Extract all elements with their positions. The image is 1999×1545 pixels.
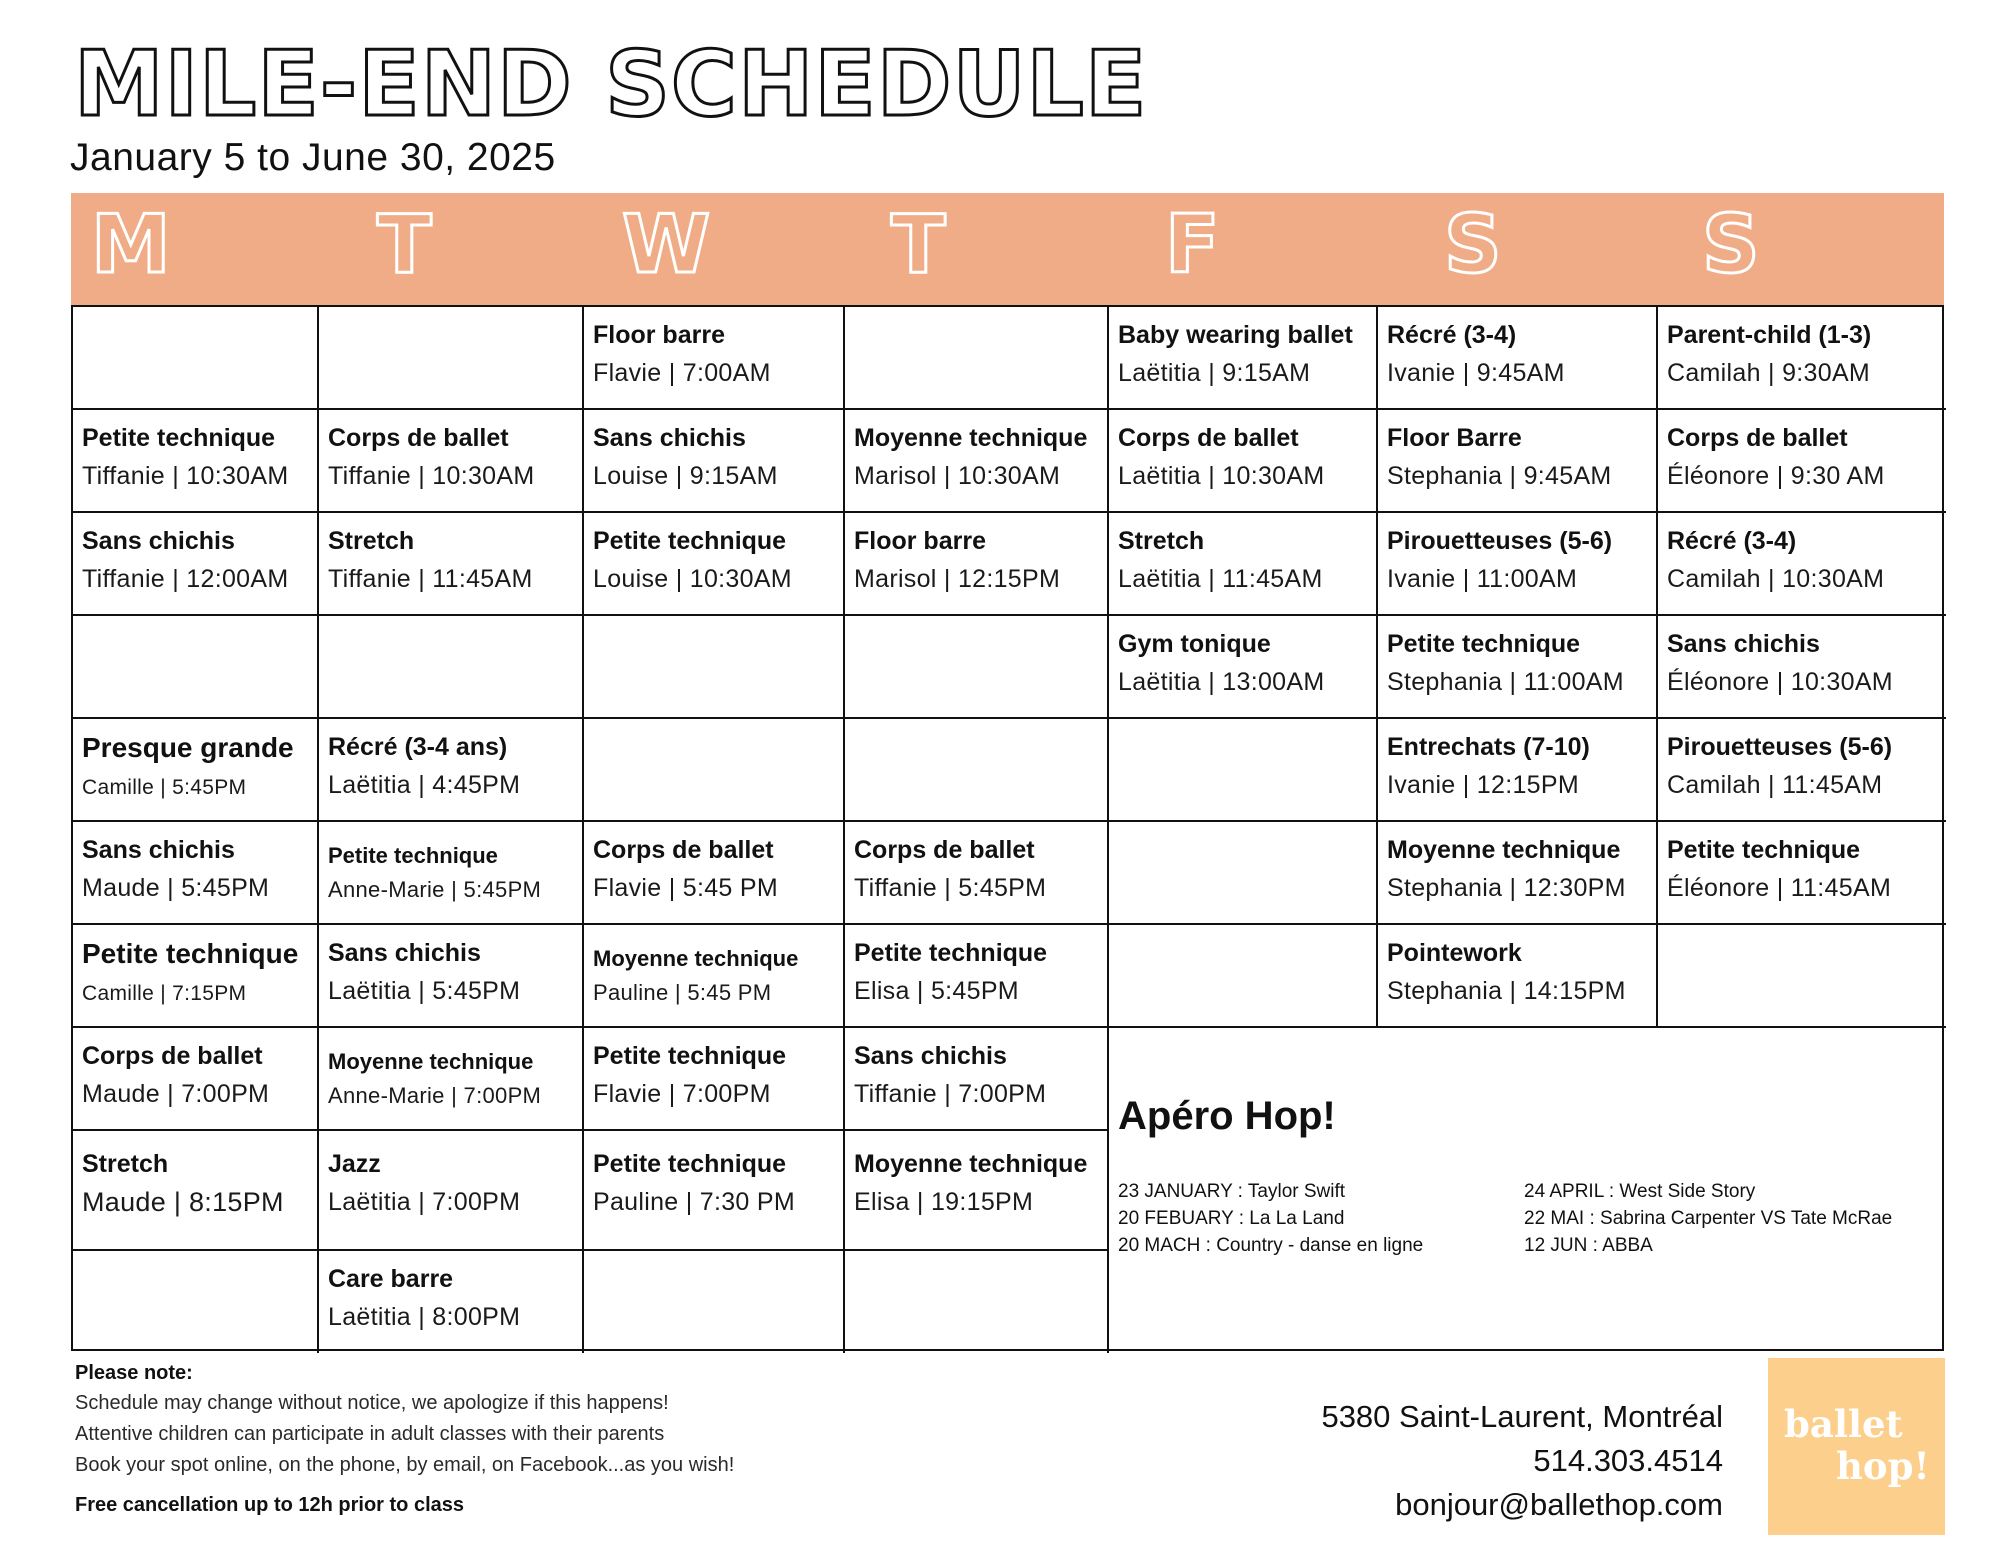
class-name: Petite technique <box>593 1042 787 1070</box>
schedule-cell-monday <box>73 410 319 513</box>
schedule-cell-tuesday <box>319 307 584 410</box>
apero-list-left <box>1118 1178 1423 1259</box>
class-instructor-time: Louise | 10:30AM <box>593 565 792 593</box>
day-saturday: S <box>1444 198 1502 291</box>
class-name: Presque grande <box>82 732 294 763</box>
class-instructor-time: Tiffanie | 10:30AM <box>82 462 289 490</box>
schedule-cell-friday <box>1109 410 1378 513</box>
schedule-cell-saturday <box>1378 513 1658 616</box>
class-name: Moyenne technique <box>593 946 799 971</box>
class-name: Moyenne technique <box>328 1049 534 1074</box>
schedule-cell-sunday <box>1658 822 1946 925</box>
day-monday: M <box>91 198 171 291</box>
class-instructor-time: Ivanie | 12:15PM <box>1387 771 1579 799</box>
class-instructor-time: Stephania | 11:00AM <box>1387 668 1624 696</box>
class-name: Corps de ballet <box>82 1042 263 1070</box>
schedule-cell-saturday <box>1378 307 1658 410</box>
class-name: Récré (3-4) <box>1667 527 1797 555</box>
class-instructor-time: Laëtitia | 4:45PM <box>328 771 521 799</box>
schedule-cell-tuesday <box>319 1131 584 1251</box>
page-title: MILE-END SCHEDULE <box>74 32 1148 137</box>
schedule-cell-wednesday <box>584 1251 845 1353</box>
logo-line-1: ballet <box>1784 1402 1903 1446</box>
class-instructor-time: Camilah | 11:45AM <box>1667 771 1883 799</box>
schedule-cell-wednesday <box>584 719 845 822</box>
class-instructor-time: Laëtitia | 5:45PM <box>328 977 521 1005</box>
apero-item: 12 JUN : ABBA <box>1524 1235 1653 1256</box>
class-instructor-time: Laëtitia | 9:15AM <box>1118 359 1311 387</box>
class-instructor-time: Flavie | 7:00AM <box>593 359 771 387</box>
class-instructor-time: Tiffanie | 10:30AM <box>328 462 535 490</box>
schedule-cell-saturday <box>1378 616 1658 719</box>
schedule-cell-friday <box>1109 925 1378 1028</box>
ballet-hop-logo <box>1768 1358 1945 1535</box>
class-name: Pirouetteuses (5-6) <box>1387 527 1613 555</box>
class-name: Sans chichis <box>82 527 235 555</box>
class-name: Corps de ballet <box>854 836 1035 864</box>
class-name: Petite technique <box>328 843 498 868</box>
schedule-cell-thursday <box>845 616 1109 719</box>
class-name: Care barre <box>328 1265 454 1293</box>
schedule-cell-tuesday <box>319 822 584 925</box>
note-line: Schedule may change without notice, we apologize if this happens! <box>75 1392 669 1414</box>
schedule-cell-monday <box>73 822 319 925</box>
schedule-cell-monday <box>73 719 319 822</box>
schedule-cell-wednesday <box>584 410 845 513</box>
class-name: Moyenne technique <box>1387 836 1621 864</box>
schedule-cell-monday <box>73 616 319 719</box>
schedule-cell-wednesday <box>584 1028 845 1131</box>
class-name: Petite technique <box>1387 630 1581 658</box>
day-friday: F <box>1165 198 1220 291</box>
schedule-cell-saturday <box>1378 719 1658 822</box>
class-name: Petite technique <box>593 1150 787 1178</box>
schedule-cell-wednesday <box>584 616 845 719</box>
schedule-cell-monday <box>73 513 319 616</box>
apero-hop-panel <box>1109 1028 1946 1353</box>
class-name: Sans chichis <box>854 1042 1007 1070</box>
class-name: Pointework <box>1387 939 1522 967</box>
schedule-cell-saturday <box>1378 410 1658 513</box>
class-name: Corps de ballet <box>328 424 509 452</box>
schedule-cell-friday <box>1109 307 1378 410</box>
class-instructor-time: Tiffanie | 12:00AM <box>82 565 289 593</box>
schedule-cell-tuesday <box>319 719 584 822</box>
class-name: Corps de ballet <box>593 836 774 864</box>
class-instructor-time: Tiffanie | 11:45AM <box>328 565 533 593</box>
schedule-cell-wednesday <box>584 307 845 410</box>
schedule-cell-saturday <box>1378 822 1658 925</box>
class-name: Petite technique <box>593 527 787 555</box>
class-instructor-time: Éléonore | 10:30AM <box>1667 668 1893 696</box>
class-instructor-time: Tiffanie | 5:45PM <box>854 874 1047 902</box>
apero-title: Apéro Hop! <box>1118 1094 1336 1138</box>
schedule-cell-sunday <box>1658 616 1946 719</box>
schedule-cell-wednesday <box>584 822 845 925</box>
schedule-cell-tuesday <box>319 616 584 719</box>
class-name: Petite technique <box>82 938 299 969</box>
schedule-cell-thursday <box>845 719 1109 822</box>
schedule-cell-friday <box>1109 719 1378 822</box>
class-instructor-time: Éléonore | 11:45AM <box>1667 874 1892 902</box>
class-name: Petite technique <box>1667 836 1861 864</box>
class-name: Pirouetteuses (5-6) <box>1667 733 1893 761</box>
schedule-cell-monday <box>73 1028 319 1131</box>
class-name: Sans chichis <box>328 939 481 967</box>
class-name: Récré (3-4 ans) <box>328 733 508 761</box>
class-instructor-time: Stephania | 14:15PM <box>1387 977 1626 1005</box>
class-name: Corps de ballet <box>1667 424 1848 452</box>
class-name: Sans chichis <box>82 836 235 864</box>
schedule-cell-monday <box>73 1131 319 1251</box>
cancellation-note: Free cancellation up to 12h prior to class <box>75 1494 464 1516</box>
schedule-cell-thursday <box>845 513 1109 616</box>
class-instructor-time: Camille | 5:45PM <box>82 776 247 799</box>
apero-item: 24 APRIL : West Side Story <box>1524 1181 1756 1202</box>
class-instructor-time: Ivanie | 9:45AM <box>1387 359 1565 387</box>
day-thursday: T <box>891 198 946 291</box>
class-name: Floor barre <box>854 527 986 555</box>
class-name: Parent-child (1-3) <box>1667 321 1872 349</box>
schedule-grid <box>71 305 1944 1351</box>
schedule-cell-wednesday <box>584 1131 845 1251</box>
class-instructor-time: Stephania | 9:45AM <box>1387 462 1612 490</box>
class-instructor-time: Stephania | 12:30PM <box>1387 874 1626 902</box>
class-instructor-time: Louise | 9:15AM <box>593 462 778 490</box>
apero-list-right <box>1524 1178 1892 1259</box>
schedule-cell-thursday <box>845 1131 1109 1251</box>
class-name: Stretch <box>82 1150 169 1178</box>
schedule-cell-wednesday <box>584 925 845 1028</box>
schedule-cell-sunday <box>1658 410 1946 513</box>
class-instructor-time: Pauline | 7:30 PM <box>593 1188 795 1216</box>
class-instructor-time: Maude | 8:15PM <box>82 1187 284 1217</box>
class-name: Floor barre <box>593 321 725 349</box>
day-header-bar <box>71 193 1944 305</box>
class-name: Petite technique <box>854 939 1048 967</box>
class-name: Floor Barre <box>1387 424 1522 452</box>
day-wednesday: W <box>622 198 711 291</box>
class-instructor-time: Pauline | 5:45 PM <box>593 980 772 1005</box>
class-instructor-time: Elisa | 5:45PM <box>854 977 1019 1005</box>
notes-heading: Please note: <box>75 1362 193 1384</box>
logo-line-2: hop! <box>1836 1444 1930 1488</box>
class-instructor-time: Laëtitia | 13:00AM <box>1118 668 1325 696</box>
class-instructor-time: Maude | 7:00PM <box>82 1080 270 1108</box>
schedule-cell-thursday <box>845 822 1109 925</box>
class-instructor-time: Flavie | 5:45 PM <box>593 874 778 902</box>
schedule-cell-sunday <box>1658 925 1946 1028</box>
schedule-cell-friday <box>1109 616 1378 719</box>
class-instructor-time: Anne-Marie | 5:45PM <box>328 877 542 902</box>
class-instructor-time: Camilah | 9:30AM <box>1667 359 1871 387</box>
apero-item: 23 JANUARY : Taylor Swift <box>1118 1181 1346 1202</box>
class-instructor-time: Éléonore | 9:30 AM <box>1667 462 1885 490</box>
schedule-cell-sunday <box>1658 719 1946 822</box>
apero-item: 20 MACH : Country - danse en ligne <box>1118 1235 1424 1256</box>
class-instructor-time: Elisa | 19:15PM <box>854 1188 1034 1216</box>
class-name: Moyenne technique <box>854 424 1088 452</box>
contact-phone[interactable]: 514.303.4514 <box>1533 1443 1723 1478</box>
class-name: Jazz <box>328 1150 381 1178</box>
date-range: January 5 to June 30, 2025 <box>70 136 556 179</box>
schedule-cell-tuesday <box>319 1028 584 1131</box>
class-instructor-time: Laëtitia | 7:00PM <box>328 1188 521 1216</box>
class-instructor-time: Camille | 7:15PM <box>82 982 247 1005</box>
schedule-cell-monday <box>73 925 319 1028</box>
schedule-cell-thursday <box>845 1028 1109 1131</box>
apero-item: 22 MAI : Sabrina Carpenter VS Tate McRae <box>1524 1208 1893 1229</box>
class-name: Gym tonique <box>1118 630 1271 658</box>
class-instructor-time: Ivanie | 11:00AM <box>1387 565 1578 593</box>
class-instructor-time: Camilah | 10:30AM <box>1667 565 1885 593</box>
schedule-cell-sunday <box>1658 307 1946 410</box>
contact-email[interactable]: bonjour@ballethop.com <box>1395 1487 1723 1522</box>
day-tuesday: T <box>377 198 432 291</box>
class-instructor-time: Marisol | 10:30AM <box>854 462 1061 490</box>
class-name: Moyenne technique <box>854 1150 1088 1178</box>
schedule-cell-sunday <box>1658 513 1946 616</box>
schedule-cell-tuesday <box>319 925 584 1028</box>
class-instructor-time: Laëtitia | 8:00PM <box>328 1303 521 1331</box>
schedule-cell-friday <box>1109 513 1378 616</box>
class-instructor-time: Laëtitia | 10:30AM <box>1118 462 1325 490</box>
class-name: Stretch <box>1118 527 1205 555</box>
schedule-cell-wednesday <box>584 513 845 616</box>
note-line: Attentive children can participate in adult classes with their parents <box>75 1423 665 1445</box>
class-name: Sans chichis <box>593 424 746 452</box>
schedule-cell-monday <box>73 1251 319 1353</box>
class-instructor-time: Tiffanie | 7:00PM <box>854 1080 1047 1108</box>
class-name: Entrechats (7-10) <box>1387 733 1590 761</box>
class-name: Corps de ballet <box>1118 424 1299 452</box>
class-name: Baby wearing ballet <box>1118 321 1353 349</box>
schedule-cell-tuesday <box>319 513 584 616</box>
class-instructor-time: Flavie | 7:00PM <box>593 1080 771 1108</box>
contact-address: 5380 Saint-Laurent, Montréal <box>1321 1399 1723 1434</box>
schedule-cell-thursday <box>845 410 1109 513</box>
schedule-cell-saturday <box>1378 925 1658 1028</box>
schedule-cell-thursday <box>845 307 1109 410</box>
day-sunday: S <box>1702 198 1760 291</box>
schedule-cell-friday <box>1109 822 1378 925</box>
schedule-cell-thursday <box>845 925 1109 1028</box>
note-line: Book your spot online, on the phone, by email, on Facebook...as you wish! <box>75 1454 735 1476</box>
class-name: Stretch <box>328 527 415 555</box>
class-instructor-time: Maude | 5:45PM <box>82 874 270 902</box>
class-name: Récré (3-4) <box>1387 321 1517 349</box>
class-instructor-time: Anne-Marie | 7:00PM <box>328 1083 542 1108</box>
schedule-cell-tuesday <box>319 410 584 513</box>
schedule-cell-thursday <box>845 1251 1109 1353</box>
apero-item: 20 FEBUARY : La La Land <box>1118 1208 1345 1229</box>
class-instructor-time: Laëtitia | 11:45AM <box>1118 565 1323 593</box>
class-name: Petite technique <box>82 424 276 452</box>
schedule-cell-monday <box>73 307 319 410</box>
class-instructor-time: Marisol | 12:15PM <box>854 565 1061 593</box>
schedule-cell-tuesday <box>319 1251 584 1353</box>
class-name: Sans chichis <box>1667 630 1820 658</box>
